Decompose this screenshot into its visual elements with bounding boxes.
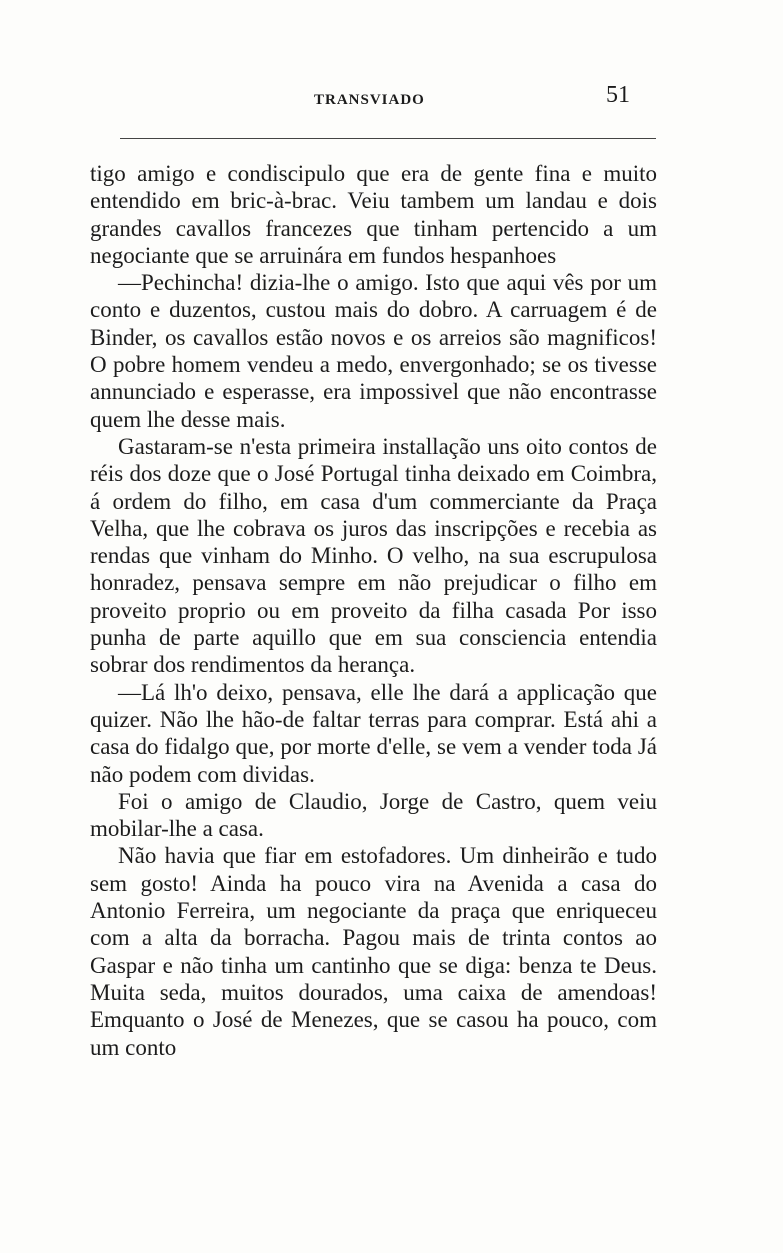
paragraph: Gastaram-se n'esta primeira installação uns oito contos de réis dos doze que o José Portugal tinha deixado em Coimbra, á ordem do filho, em casa d'um commerciante da Praça Velha, que lhe cobrava os juros das inscripções e recebia as rendas que vinham do Minho. O velho, na sua escrupulosa honradez, pensava sempre em não prejudicar o filho em proveito proprio ou em proveito da filha casada Por isso punha de parte aquillo que em sua consciencia entendia sobrar dos rendimentos da herança. (90, 433, 657, 678)
paragraph: —Pechincha! dizia-lhe o amigo. Isto que aqui vês por um conto e duzentos, custou mais do dobro. A carruagem é de Binder, os cavallos estão novos e os arreios são magnificos! O pobre homem vendeu a medo, envergonhado; se os tivesse annunciado e esperasse, era impossivel que não encontrasse quem lhe desse mais. (90, 270, 657, 432)
paragraph: Não havia que fiar em estofadores. Um dinheirão e tudo sem gosto! Ainda ha pouco vira na Avenida a casa do Antonio Ferreira, um negociante da praça que enriqueceu com a alta da borracha. Pagou mais de trinta contos ao Gaspar e não tinha um cantinho que se diga: benza te Deus. Muita seda, muitos dourados, uma caixa de amendoas! Emquanto o José de Menezes, que se casou ha pouco, com um conto (90, 843, 657, 1060)
paragraph-continuation: tigo amigo e condiscipulo que era de gente fina e muito entendido em bric-à-brac. Veiu tambem um landau e dois grandes cavallos francezes que tinham pertencido a um negociante que se arruinára em fundos hespanhoes (90, 161, 657, 268)
page-number: 51 (606, 82, 630, 108)
header-rule (120, 138, 656, 139)
running-title: TRANSVIADO (314, 92, 425, 108)
body-text (90, 160, 657, 1061)
page-header (90, 82, 660, 122)
paragraph: Foi o amigo de Claudio, Jorge de Castro, quem veiu mobilar-lhe a casa. (90, 788, 657, 842)
paragraph: —Lá lh'o deixo, pensava, elle lhe dará a applicação que quizer. Não lhe hão-de faltar terras para comprar. Está ahi a casa do fidalgo que, por morte d'elle, se vem a vender toda Já não podem com dividas. (90, 679, 657, 787)
